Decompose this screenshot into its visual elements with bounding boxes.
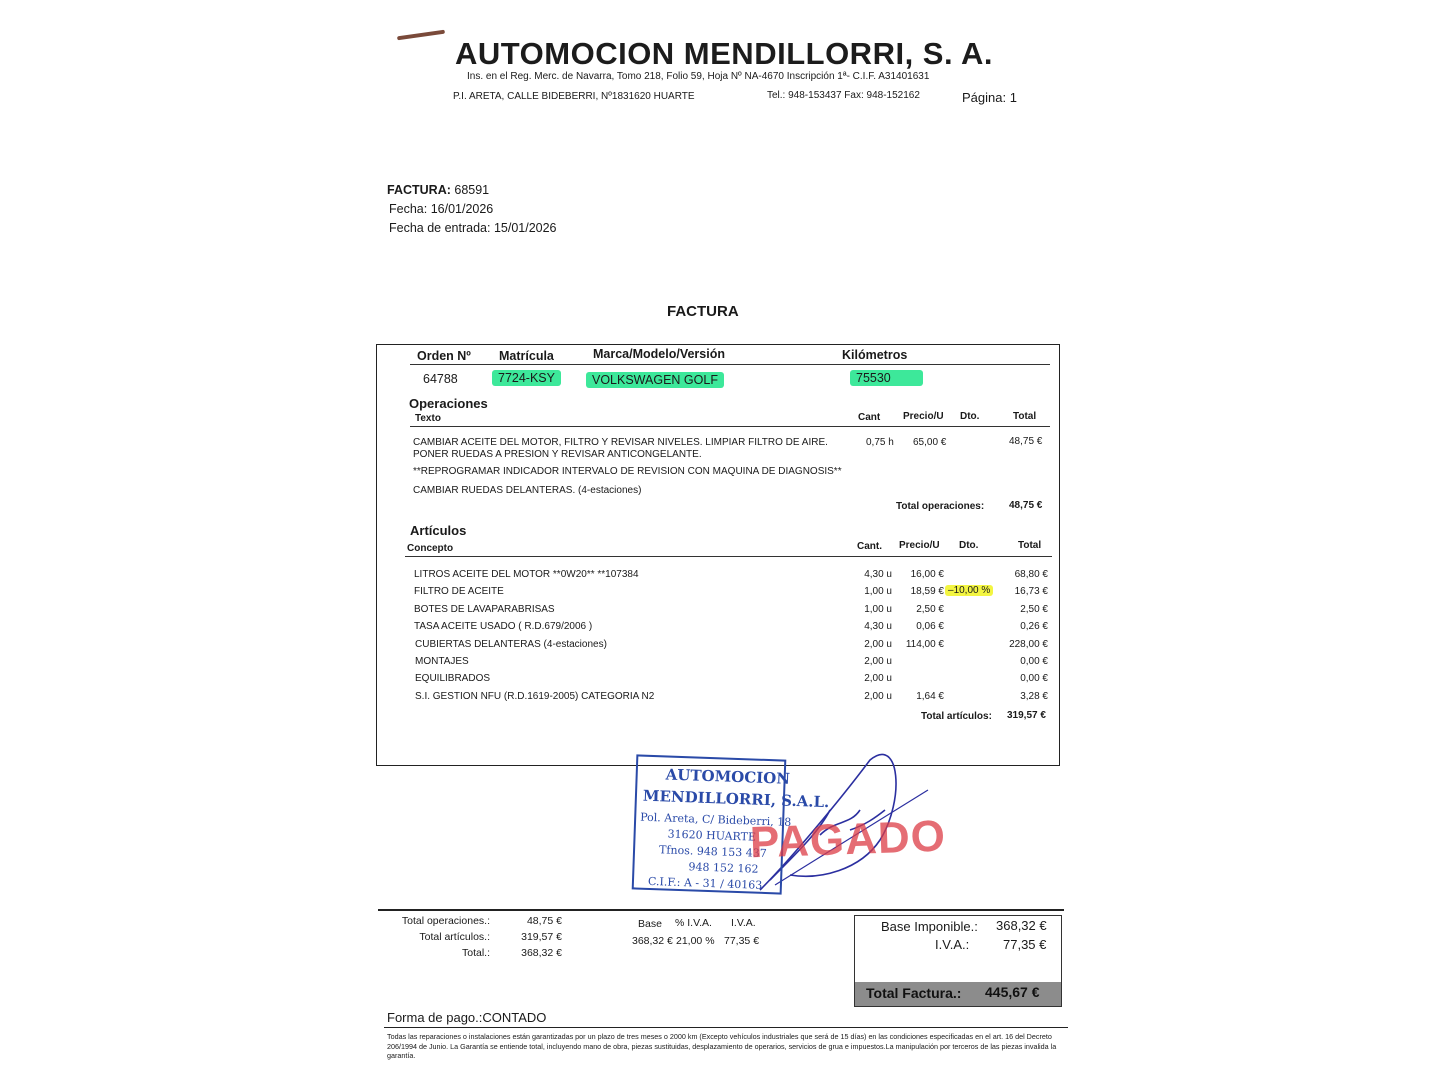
article-discount-value: 10,00 %: [953, 585, 991, 596]
ops-header-line: [410, 426, 1050, 427]
entry-date-label: Fecha de entrada:: [389, 221, 491, 235]
stamp-line-4: 31620 HUARTE: [667, 827, 757, 844]
taxable-base-label: Base Imponible.:: [881, 919, 978, 934]
ops-line-2: **REPROGRAMAR INDICADOR INTERVALO DE REVISION CON MAQUINA DE DIAGNOSIS**: [413, 466, 842, 477]
paid-stamp: PAGADO: [749, 811, 947, 868]
article-concept: TASA ACEITE USADO ( R.D.679/2006 ): [414, 621, 593, 632]
article-qty: 4,30 u: [864, 621, 892, 632]
ops-text-header: Texto: [415, 413, 441, 424]
ops-line-3: CAMBIAR RUEDAS DELANTERAS. (4-estaciones): [413, 485, 642, 496]
company-name: AUTOMOCION MENDILLORRI, S. A.: [455, 36, 994, 71]
ops-price-header: Precio/U: [903, 411, 944, 422]
registry-info: Ins. en el Reg. Merc. de Navarra, Tomo 218, Folio 59, Hoja Nº NA-4670 Inscripción 1ª- C.I.F. A31401631: [467, 71, 930, 82]
taxable-base: 368,32 €: [996, 918, 1047, 933]
art-sum: 319,57 €: [1007, 710, 1046, 721]
article-total: 16,73 €: [1014, 586, 1048, 597]
vat-amount: 77,35 €: [724, 935, 760, 947]
article-qty: 2,00 u: [864, 656, 892, 667]
sum-art-label: Total artículos.:: [419, 931, 490, 943]
art-price-header: Precio/U: [899, 540, 940, 551]
sum-ops: 48,75 €: [526, 915, 562, 927]
article-discount: –10,00 %: [945, 585, 993, 596]
entry-date: 15/01/2026: [493, 221, 557, 235]
invoice-date: 16/01/2026: [430, 202, 494, 216]
model-highlight: VOLKSWAGEN GOLF: [586, 372, 724, 388]
ops-sum-label: Total operaciones:: [896, 501, 985, 512]
ops-qty: 0,75 h: [866, 437, 894, 448]
art-sum-label: Total artículos:: [921, 711, 992, 722]
order-number: 64788: [423, 372, 458, 386]
legal-notice: Todas las reparaciones o instalaciones están garantizadas por un plazo de tres meses o 2000 km (Excepto vehículos industriales que será de 15 días) en las condiciones especificadas en el art. 16 del Decreto 206/1994 de Junio. La Garantía se entiende total, incluyendo mano de obra, piezas sustituidas, desplazamiento de operarios, servicios de grua e impuestos.La manipulación por terceros de las piezas invalida la garantía.: [387, 1032, 1057, 1060]
vat-total-label: I.V.A.:: [935, 937, 970, 952]
pen-mark: [397, 30, 445, 41]
company-phones: Tel.: 948-153437 Fax: 948-152162: [767, 90, 920, 101]
km-header: Kilómetros: [842, 348, 908, 362]
articles-title: Artículos: [410, 523, 467, 538]
stamp-line-7: C.I.F.: A - 31 / 40163: [647, 874, 763, 892]
page-number: Página: 1: [962, 90, 1017, 105]
article-total: 0,26 €: [1020, 621, 1048, 632]
ops-disc-header: Dto.: [960, 411, 980, 422]
invoice-number-row: [387, 183, 489, 197]
art-total-header: Total: [1018, 540, 1042, 551]
model-value: [586, 373, 724, 387]
stamp-line-5: Tfnos. 948 153 437: [658, 843, 767, 861]
legal-top-line: [384, 1027, 1068, 1028]
company-address: P.I. ARETA, CALLE BIDEBERRI, Nº1831620 HUARTE: [453, 91, 695, 102]
plate-highlight: 7724-KSY: [492, 370, 561, 386]
ops-sum: 48,75 €: [1009, 500, 1043, 511]
article-total: 0,00 €: [1020, 656, 1048, 667]
stamp-line-3: Pol. Areta, C/ Bideberri, 18: [639, 810, 792, 829]
order-header: Orden Nº: [417, 349, 471, 363]
vat-base: 368,32 €: [632, 935, 673, 947]
stamp-line-6: 948 152 162: [688, 860, 759, 876]
vat-amount-header: I.V.A.: [731, 917, 756, 929]
article-price: 114,00 €: [905, 639, 944, 650]
plate-value: [492, 371, 561, 385]
vehicle-header-line: [410, 364, 1050, 365]
invoice-number: 68591: [454, 183, 490, 197]
vat-pct-header: % I.V.A.: [675, 917, 712, 929]
plate-header: Matrícula: [499, 349, 554, 363]
article-price: 0,06 €: [916, 621, 944, 632]
article-concept: FILTRO DE ACEITE: [414, 586, 504, 597]
vat-total: 77,35 €: [1003, 937, 1047, 952]
article-qty: 4,30 u: [864, 569, 892, 580]
invoice-date-row: [389, 202, 493, 216]
article-price: 16,00 €: [910, 569, 944, 580]
stamp-line-1: AUTOMOCION: [665, 765, 791, 788]
article-qty: 2,00 u: [864, 639, 892, 650]
art-qty-header: Cant.: [857, 541, 882, 552]
invoice-total: 445,67 €: [985, 984, 1040, 1000]
art-disc-header: Dto.: [959, 540, 979, 551]
ops-line-1b: PONER RUEDAS A PRESION Y REVISAR ANTICONGELANTE.: [413, 449, 702, 460]
invoice-total-label: Total Factura.:: [866, 985, 962, 1001]
art-header-line: [405, 556, 1052, 557]
article-total: 68,80 €: [1014, 569, 1048, 580]
article-concept: CUBIERTAS DELANTERAS (4-estaciones): [415, 639, 607, 650]
article-price: 2,50 €: [916, 604, 944, 615]
invoice-date-label: Fecha:: [389, 202, 428, 216]
payment-method: Forma de pago.:CONTADO: [387, 1010, 547, 1025]
vat-pct: 21,00 %: [676, 935, 715, 947]
article-total: 2,50 €: [1020, 604, 1048, 615]
vat-base-header: Base: [638, 918, 662, 930]
ops-qty-header: Cant: [858, 412, 881, 423]
article-qty: 2,00 u: [864, 691, 892, 702]
summary-top-line: [378, 909, 1064, 911]
article-concept: BOTES DE LAVAPARABRISAS: [414, 604, 555, 615]
article-concept: S.I. GESTION NFU (R.D.1619-2005) CATEGORIA N2: [415, 691, 655, 702]
entry-date-row: [389, 221, 557, 235]
ops-line-1a: CAMBIAR ACEITE DEL MOTOR, FILTRO Y REVISAR NIVELES. LIMPIAR FILTRO DE AIRE.: [413, 437, 828, 448]
ops-total: 48,75 €: [1009, 436, 1043, 447]
invoice-number-label: FACTURA:: [387, 183, 451, 197]
invoice-total-bar: [855, 982, 1061, 1006]
ops-total-header: Total: [1013, 411, 1037, 422]
sum-art: 319,57 €: [521, 931, 562, 943]
article-concept: LITROS ACEITE DEL MOTOR **0W20** **107384: [414, 569, 639, 580]
article-concept: EQUILIBRADOS: [415, 673, 491, 684]
article-qty: 1,00 u: [864, 586, 892, 597]
document-title: FACTURA: [667, 303, 739, 320]
article-total: 0,00 €: [1020, 673, 1048, 684]
model-header: Marca/Modelo/Versión: [593, 347, 725, 361]
stamp-line-2: MENDILLORRI, S.A.L.: [642, 786, 830, 812]
sum-total: 368,32 €: [521, 947, 562, 959]
article-price: 1,64 €: [916, 691, 944, 702]
operations-title: Operaciones: [409, 396, 488, 411]
km-highlight: 75530: [850, 370, 923, 386]
sum-ops-label: Total operaciones.:: [401, 915, 490, 927]
sum-total-label: Total.:: [461, 947, 490, 959]
article-total: 3,28 €: [1020, 691, 1048, 702]
article-total: 228,00 €: [1009, 639, 1048, 650]
ops-price: 65,00 €: [913, 437, 947, 448]
article-concept: MONTAJES: [415, 656, 469, 667]
article-price: 18,59 €: [910, 586, 944, 597]
totals-box: [854, 915, 1062, 1007]
article-qty: 1,00 u: [864, 604, 892, 615]
art-concept-header: Concepto: [407, 543, 454, 554]
article-qty: 2,00 u: [864, 673, 892, 684]
km-value: [850, 371, 923, 385]
